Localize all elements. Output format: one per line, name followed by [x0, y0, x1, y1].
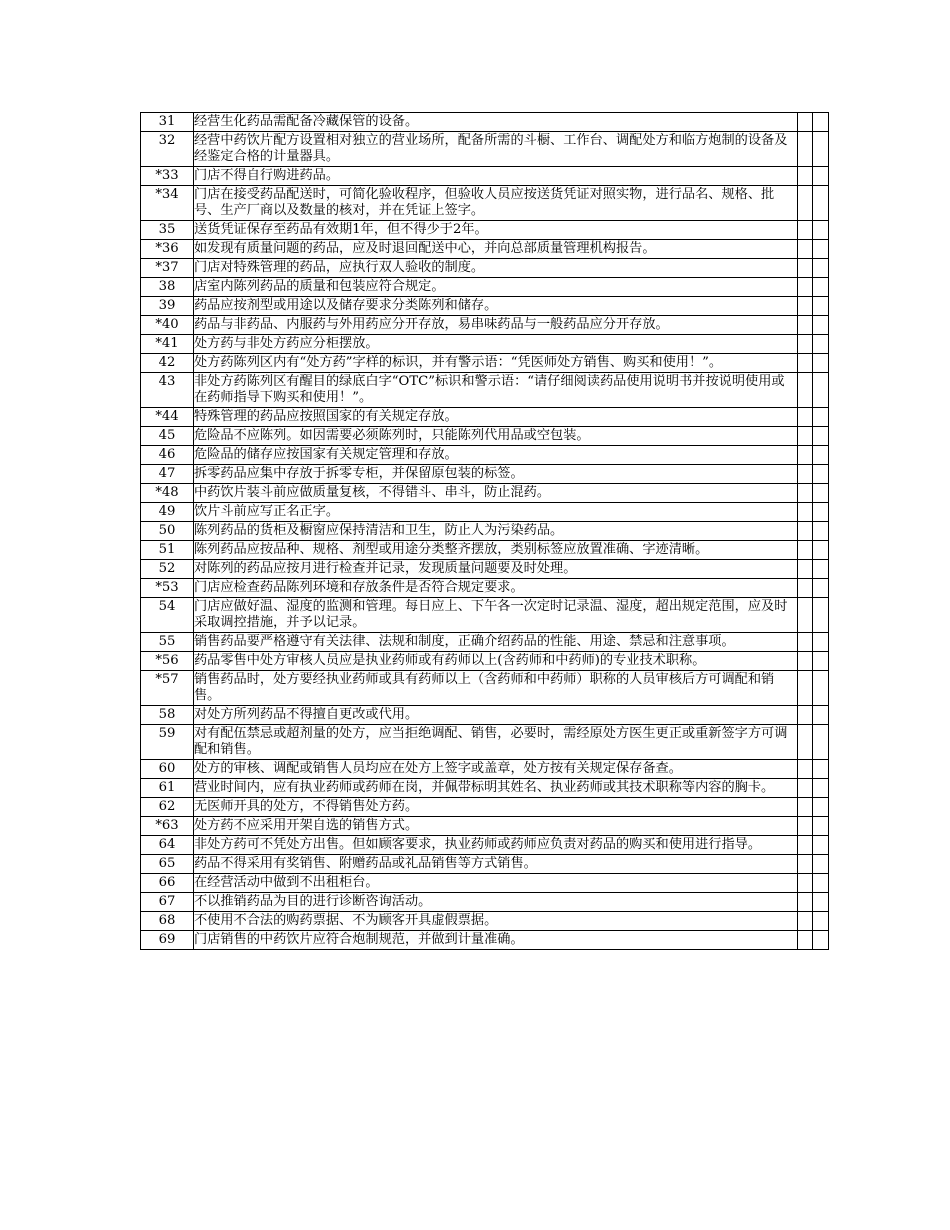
table-row: [141, 893, 829, 912]
check-cell-a[interactable]: [798, 408, 813, 427]
table-row: [141, 779, 829, 798]
item-number: *34: [141, 186, 194, 221]
check-cell-a[interactable]: [798, 855, 813, 874]
check-cell-a[interactable]: [798, 354, 813, 373]
check-cell-b[interactable]: [813, 240, 829, 259]
check-cell-a[interactable]: [798, 522, 813, 541]
item-number: *44: [141, 408, 194, 427]
check-cell-a[interactable]: [798, 633, 813, 652]
check-cell-a[interactable]: [798, 186, 813, 221]
item-number: 31: [141, 113, 194, 132]
check-cell-b[interactable]: [813, 706, 829, 725]
check-cell-b[interactable]: [813, 186, 829, 221]
item-number: 39: [141, 297, 194, 316]
table-row: [141, 598, 829, 633]
item-number: 55: [141, 633, 194, 652]
table-row: [141, 221, 829, 240]
check-cell-b[interactable]: [813, 484, 829, 503]
check-cell-b[interactable]: [813, 560, 829, 579]
check-cell-a[interactable]: [798, 760, 813, 779]
item-number: 51: [141, 541, 194, 560]
check-cell-b[interactable]: [813, 316, 829, 335]
item-text: 非处方药可不凭处方出售。但如顾客要求，执业药师或药师应负责对药品的购买和使用进行指导。: [194, 836, 798, 855]
check-cell-b[interactable]: [813, 167, 829, 186]
item-text: 药品不得采用有奖销售、附赠药品或礼品销售等方式销售。: [194, 855, 798, 874]
item-number: 50: [141, 522, 194, 541]
table-row: [141, 874, 829, 893]
check-cell-a[interactable]: [798, 652, 813, 671]
check-cell-b[interactable]: [813, 671, 829, 706]
table-row: [141, 446, 829, 465]
item-number: 65: [141, 855, 194, 874]
check-cell-b[interactable]: [813, 725, 829, 760]
item-number: *37: [141, 259, 194, 278]
check-cell-b[interactable]: [813, 297, 829, 316]
check-cell-a[interactable]: [798, 503, 813, 522]
check-cell-b[interactable]: [813, 427, 829, 446]
table-row: [141, 560, 829, 579]
check-cell-a[interactable]: [798, 579, 813, 598]
item-text: 送货凭证保存至药品有效期1年，但不得少于2年。: [194, 221, 798, 240]
check-cell-a[interactable]: [798, 335, 813, 354]
check-cell-a[interactable]: [798, 240, 813, 259]
check-cell-b[interactable]: [813, 132, 829, 167]
check-cell-b[interactable]: [813, 465, 829, 484]
item-number: 61: [141, 779, 194, 798]
item-number: *36: [141, 240, 194, 259]
check-cell-b[interactable]: [813, 633, 829, 652]
table-row: [141, 579, 829, 598]
item-number: 58: [141, 706, 194, 725]
check-cell-a[interactable]: [798, 446, 813, 465]
item-text: 门店应检查药品陈列环境和存放条件是否符合规定要求。: [194, 579, 798, 598]
table-row: [141, 706, 829, 725]
table-row: [141, 167, 829, 186]
check-cell-b[interactable]: [813, 221, 829, 240]
check-cell-a[interactable]: [798, 836, 813, 855]
item-number: 49: [141, 503, 194, 522]
check-cell-b[interactable]: [813, 335, 829, 354]
item-text: 门店在接受药品配送时，可简化验收程序，但验收人员应按送货凭证对照实物，进行品名、规格、批号、生产厂商以及数量的核对，并在凭证上签字。: [194, 186, 798, 221]
check-cell-a[interactable]: [798, 113, 813, 132]
check-cell-b[interactable]: [813, 503, 829, 522]
table-row: [141, 652, 829, 671]
check-cell-a[interactable]: [798, 798, 813, 817]
item-number: 38: [141, 278, 194, 297]
check-cell-a[interactable]: [798, 817, 813, 836]
check-cell-a[interactable]: [798, 706, 813, 725]
table-row: [141, 836, 829, 855]
checklist-body: [141, 113, 829, 950]
item-text: 药品与非药品、内服药与外用药应分开存放，易串味药品与一般药品应分开存放。: [194, 316, 798, 335]
check-cell-a[interactable]: [798, 874, 813, 893]
check-cell-b[interactable]: [813, 652, 829, 671]
table-row: [141, 316, 829, 335]
table-row: [141, 465, 829, 484]
item-number: 47: [141, 465, 194, 484]
check-cell-a[interactable]: [798, 465, 813, 484]
check-cell-a[interactable]: [798, 373, 813, 408]
item-text: 陈列药品应按品种、规格、剂型或用途分类整齐摆放，类别标签应放置准确、字迹清晰。: [194, 541, 798, 560]
item-text: 处方药不应采用开架自选的销售方式。: [194, 817, 798, 836]
check-cell-b[interactable]: [813, 354, 829, 373]
item-number: 54: [141, 598, 194, 633]
check-cell-b[interactable]: [813, 817, 829, 836]
check-cell-b[interactable]: [813, 931, 829, 950]
check-cell-a[interactable]: [798, 671, 813, 706]
item-number: *57: [141, 671, 194, 706]
item-text: 门店销售的中药饮片应符合炮制规范，并做到计量准确。: [194, 931, 798, 950]
check-cell-b[interactable]: [813, 373, 829, 408]
checklist-table: [140, 112, 829, 950]
item-text: 饮片斗前应写正名正字。: [194, 503, 798, 522]
check-cell-a[interactable]: [798, 221, 813, 240]
check-cell-a[interactable]: [798, 779, 813, 798]
item-text: 销售药品要严格遵守有关法律、法规和制度，正确介绍药品的性能、用途、禁忌和注意事项。: [194, 633, 798, 652]
table-row: [141, 798, 829, 817]
table-row: [141, 503, 829, 522]
table-row: [141, 408, 829, 427]
item-number: 67: [141, 893, 194, 912]
check-cell-b[interactable]: [813, 893, 829, 912]
check-cell-a[interactable]: [798, 259, 813, 278]
table-row: [141, 427, 829, 446]
item-number: *41: [141, 335, 194, 354]
check-cell-b[interactable]: [813, 760, 829, 779]
check-cell-b[interactable]: [813, 874, 829, 893]
check-cell-a[interactable]: [798, 931, 813, 950]
item-text: 药品应按剂型或用途以及储存要求分类陈列和储存。: [194, 297, 798, 316]
item-number: 68: [141, 912, 194, 931]
check-cell-a[interactable]: [798, 912, 813, 931]
check-cell-a[interactable]: [798, 598, 813, 633]
item-text: 门店应做好温、湿度的监测和管理。每日应上、下午各一次定时记录温、湿度，超出规定范围，应及时采取调控措施，并予以记录。: [194, 598, 798, 633]
table-row: [141, 240, 829, 259]
check-cell-b[interactable]: [813, 855, 829, 874]
item-number: *53: [141, 579, 194, 598]
table-row: [141, 912, 829, 931]
check-cell-b[interactable]: [813, 541, 829, 560]
item-number: 60: [141, 760, 194, 779]
item-text: 门店对特殊管理的药品，应执行双人验收的制度。: [194, 259, 798, 278]
item-text: 非处方药陈列区有醒目的绿底白字“OTC”标识和警示语：“请仔细阅读药品使用说明书并按说明使用或在药师指导下购买和使用！”。: [194, 373, 798, 408]
item-text: 经营生化药品需配备冷藏保管的设备。: [194, 113, 798, 132]
check-cell-b[interactable]: [813, 912, 829, 931]
item-text: 对处方所列药品不得擅自更改或代用。: [194, 706, 798, 725]
item-text: 危险品的储存应按国家有关规定管理和存放。: [194, 446, 798, 465]
item-number: 45: [141, 427, 194, 446]
item-text: 处方的审核、调配或销售人员均应在处方上签字或盖章，处方按有关规定保存备查。: [194, 760, 798, 779]
item-text: 不使用不合法的购药票据、不为顾客开具虚假票据。: [194, 912, 798, 931]
table-row: [141, 186, 829, 221]
check-cell-a[interactable]: [798, 484, 813, 503]
item-text: 店室内陈列药品的质量和包装应符合规定。: [194, 278, 798, 297]
item-text: 处方药陈列区内有“处方药”字样的标识，并有警示语：“凭医师处方销售、购买和使用！”。: [194, 354, 798, 373]
check-cell-b[interactable]: [813, 598, 829, 633]
table-row: [141, 633, 829, 652]
table-row: [141, 259, 829, 278]
item-text: 不以推销药品为目的进行诊断咨询活动。: [194, 893, 798, 912]
check-cell-b[interactable]: [813, 522, 829, 541]
item-text: 对陈列的药品应按月进行检查并记录，发现质量问题要及时处理。: [194, 560, 798, 579]
item-number: *40: [141, 316, 194, 335]
item-text: 无医师开具的处方，不得销售处方药。: [194, 798, 798, 817]
item-text: 对有配伍禁忌或超剂量的处方，应当拒绝调配、销售，必要时，需经原处方医生更正或重新签字方可调配和销售。: [194, 725, 798, 760]
table-row: [141, 335, 829, 354]
item-text: 门店不得自行购进药品。: [194, 167, 798, 186]
check-cell-a[interactable]: [798, 316, 813, 335]
item-text: 如发现有质量问题的药品，应及时退回配送中心，并向总部质量管理机构报告。: [194, 240, 798, 259]
table-row: [141, 113, 829, 132]
check-cell-b[interactable]: [813, 579, 829, 598]
item-text: 特殊管理的药品应按照国家的有关规定存放。: [194, 408, 798, 427]
item-text: 处方药与非处方药应分柜摆放。: [194, 335, 798, 354]
item-number: 32: [141, 132, 194, 167]
table-row: [141, 354, 829, 373]
item-number: 69: [141, 931, 194, 950]
item-number: 42: [141, 354, 194, 373]
item-number: 64: [141, 836, 194, 855]
item-text: 营业时间内，应有执业药师或药师在岗，并佩带标明其姓名、执业药师或其技术职称等内容的胸卡。: [194, 779, 798, 798]
check-cell-b[interactable]: [813, 446, 829, 465]
item-text: 在经营活动中做到不出租柜台。: [194, 874, 798, 893]
item-number: 43: [141, 373, 194, 408]
check-cell-a[interactable]: [798, 560, 813, 579]
item-text: 危险品不应陈列。如因需要必须陈列时，只能陈列代用品或空包装。: [194, 427, 798, 446]
check-cell-b[interactable]: [813, 798, 829, 817]
item-text: 经营中药饮片配方设置相对独立的营业场所，配备所需的斗橱、工作台、调配处方和临方炮制的设备及经鉴定合格的计量器具。: [194, 132, 798, 167]
table-row: [141, 855, 829, 874]
table-row: [141, 297, 829, 316]
check-cell-a[interactable]: [798, 167, 813, 186]
table-row: [141, 817, 829, 836]
item-text: 销售药品时，处方要经执业药师或具有药师以上（含药师和中药师）职称的人员审核后方可调配和销售。: [194, 671, 798, 706]
item-number: 59: [141, 725, 194, 760]
table-row: [141, 931, 829, 950]
item-number: *56: [141, 652, 194, 671]
check-cell-a[interactable]: [798, 132, 813, 167]
item-text: 陈列药品的货柜及橱窗应保持清洁和卫生，防止人为污染药品。: [194, 522, 798, 541]
check-cell-b[interactable]: [813, 113, 829, 132]
check-cell-b[interactable]: [813, 278, 829, 297]
table-row: [141, 671, 829, 706]
table-row: [141, 725, 829, 760]
check-cell-a[interactable]: [798, 893, 813, 912]
item-number: 62: [141, 798, 194, 817]
item-number: 66: [141, 874, 194, 893]
check-cell-b[interactable]: [813, 836, 829, 855]
item-number: *63: [141, 817, 194, 836]
item-number: 52: [141, 560, 194, 579]
check-cell-b[interactable]: [813, 779, 829, 798]
table-row: [141, 522, 829, 541]
table-row: [141, 278, 829, 297]
check-cell-b[interactable]: [813, 259, 829, 278]
table-row: [141, 760, 829, 779]
table-row: [141, 132, 829, 167]
table-row: [141, 373, 829, 408]
check-cell-a[interactable]: [798, 427, 813, 446]
item-number: 35: [141, 221, 194, 240]
check-cell-a[interactable]: [798, 541, 813, 560]
check-cell-a[interactable]: [798, 725, 813, 760]
item-text: 药品零售中处方审核人员应是执业药师或有药师以上(含药师和中药师)的专业技术职称。: [194, 652, 798, 671]
table-row: [141, 541, 829, 560]
check-cell-a[interactable]: [798, 297, 813, 316]
item-number: 46: [141, 446, 194, 465]
check-cell-b[interactable]: [813, 408, 829, 427]
item-number: *48: [141, 484, 194, 503]
check-cell-a[interactable]: [798, 278, 813, 297]
item-number: *33: [141, 167, 194, 186]
item-text: 中药饮片装斗前应做质量复核，不得错斗、串斗，防止混药。: [194, 484, 798, 503]
table-row: [141, 484, 829, 503]
item-text: 拆零药品应集中存放于拆零专柜，并保留原包装的标签。: [194, 465, 798, 484]
